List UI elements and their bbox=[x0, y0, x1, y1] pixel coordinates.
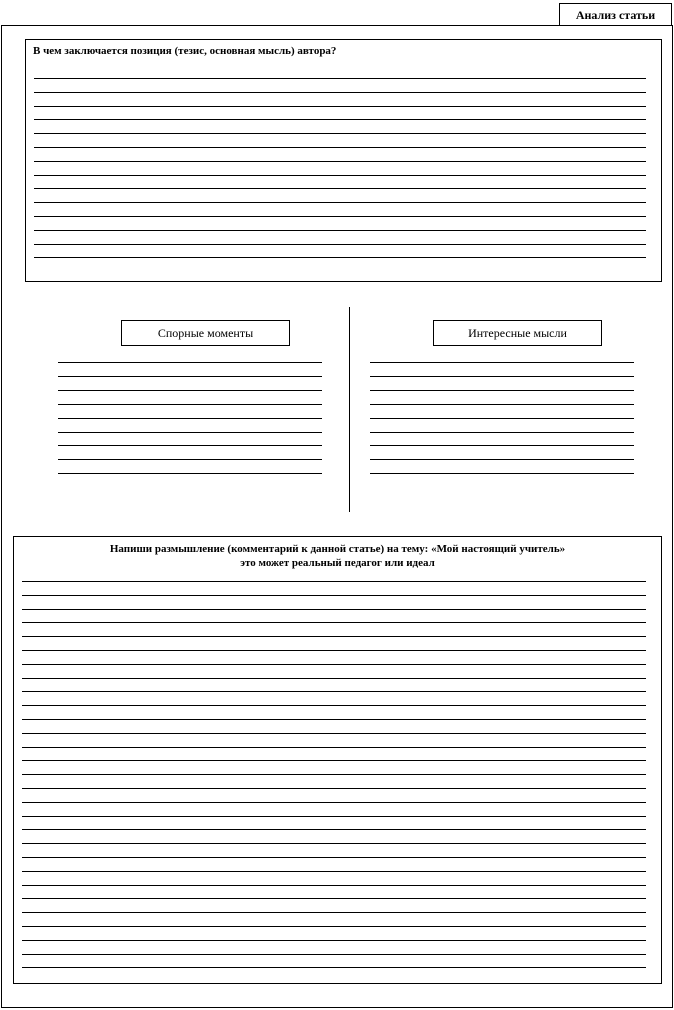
page-tab-title: Анализ статьи bbox=[559, 3, 672, 25]
writing-line[interactable] bbox=[370, 473, 634, 474]
writing-line[interactable] bbox=[22, 650, 646, 651]
writing-line[interactable] bbox=[58, 362, 322, 363]
writing-line[interactable] bbox=[22, 678, 646, 679]
writing-line[interactable] bbox=[22, 967, 646, 968]
writing-line[interactable] bbox=[22, 829, 646, 830]
writing-line[interactable] bbox=[22, 871, 646, 872]
writing-line[interactable] bbox=[22, 926, 646, 927]
writing-line[interactable] bbox=[34, 216, 646, 217]
writing-line[interactable] bbox=[22, 760, 646, 761]
column-divider bbox=[349, 307, 350, 512]
thesis-question: В чем заключается позиция (тезис, основная мысль) автора? bbox=[33, 45, 337, 57]
writing-line[interactable] bbox=[34, 147, 646, 148]
writing-line[interactable] bbox=[34, 202, 646, 203]
interesting-thoughts-label: Интересные мысли bbox=[433, 320, 602, 346]
reflection-answer-lines[interactable] bbox=[22, 581, 646, 968]
writing-line[interactable] bbox=[34, 133, 646, 134]
writing-line[interactable] bbox=[22, 705, 646, 706]
writing-line[interactable] bbox=[22, 912, 646, 913]
writing-line[interactable] bbox=[58, 432, 322, 433]
writing-line[interactable] bbox=[22, 691, 646, 692]
writing-line[interactable] bbox=[22, 595, 646, 596]
writing-line[interactable] bbox=[370, 459, 634, 460]
writing-line[interactable] bbox=[58, 445, 322, 446]
writing-line[interactable] bbox=[34, 188, 646, 189]
writing-line[interactable] bbox=[22, 747, 646, 748]
writing-line[interactable] bbox=[370, 418, 634, 419]
writing-line[interactable] bbox=[22, 885, 646, 886]
writing-line[interactable] bbox=[34, 230, 646, 231]
controversial-points-label: Спорные моменты bbox=[121, 320, 290, 346]
writing-line[interactable] bbox=[34, 257, 646, 258]
reflection-prompt-line2: это может реальный педагог или идеал bbox=[240, 557, 435, 569]
writing-line[interactable] bbox=[22, 733, 646, 734]
writing-line[interactable] bbox=[58, 473, 322, 474]
writing-line[interactable] bbox=[22, 816, 646, 817]
writing-line[interactable] bbox=[58, 390, 322, 391]
writing-line[interactable] bbox=[22, 857, 646, 858]
thesis-answer-lines[interactable] bbox=[34, 78, 646, 258]
writing-line[interactable] bbox=[58, 459, 322, 460]
writing-line[interactable] bbox=[370, 445, 634, 446]
writing-line[interactable] bbox=[34, 106, 646, 107]
writing-line[interactable] bbox=[22, 664, 646, 665]
interesting-thoughts-lines[interactable] bbox=[370, 362, 634, 474]
writing-line[interactable] bbox=[58, 418, 322, 419]
writing-line[interactable] bbox=[22, 609, 646, 610]
controversial-points-lines[interactable] bbox=[58, 362, 322, 474]
writing-line[interactable] bbox=[370, 362, 634, 363]
writing-line[interactable] bbox=[58, 376, 322, 377]
writing-line[interactable] bbox=[370, 376, 634, 377]
writing-line[interactable] bbox=[34, 92, 646, 93]
writing-line[interactable] bbox=[370, 432, 634, 433]
writing-line[interactable] bbox=[370, 404, 634, 405]
writing-line[interactable] bbox=[22, 622, 646, 623]
writing-line[interactable] bbox=[22, 581, 646, 582]
writing-line[interactable] bbox=[22, 940, 646, 941]
writing-line[interactable] bbox=[22, 719, 646, 720]
writing-line[interactable] bbox=[22, 774, 646, 775]
writing-line[interactable] bbox=[22, 788, 646, 789]
writing-line[interactable] bbox=[22, 843, 646, 844]
reflection-prompt-line1: Напиши размышление (комментарий к данной статье) на тему: «Мой настоящий учитель» bbox=[109, 543, 566, 555]
writing-line[interactable] bbox=[22, 636, 646, 637]
writing-line[interactable] bbox=[22, 954, 646, 955]
writing-line[interactable] bbox=[22, 802, 646, 803]
writing-line[interactable] bbox=[34, 244, 646, 245]
writing-line[interactable] bbox=[34, 175, 646, 176]
writing-line[interactable] bbox=[22, 898, 646, 899]
writing-line[interactable] bbox=[34, 78, 646, 79]
writing-line[interactable] bbox=[58, 404, 322, 405]
writing-line[interactable] bbox=[34, 161, 646, 162]
writing-line[interactable] bbox=[34, 119, 646, 120]
writing-line[interactable] bbox=[370, 390, 634, 391]
